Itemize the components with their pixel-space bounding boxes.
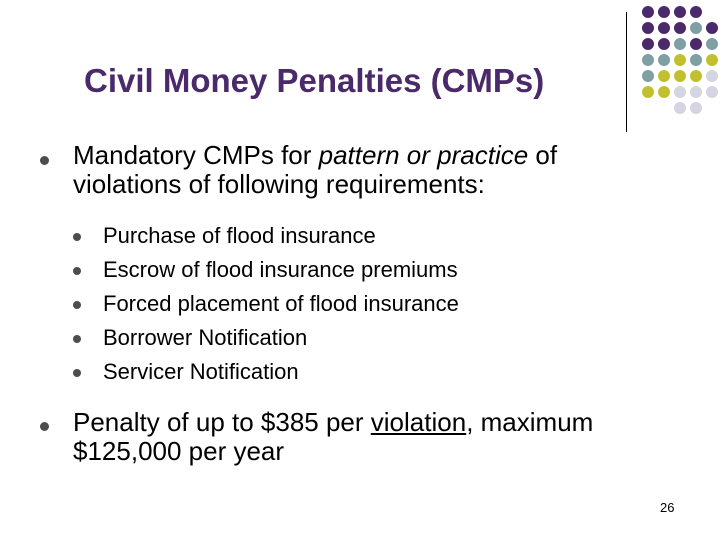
decor-dot	[658, 70, 670, 82]
decor-dot	[706, 22, 718, 34]
decor-dot	[706, 70, 718, 82]
decor-dot	[642, 38, 654, 50]
bullet1-emphasis: pattern or practice	[318, 140, 529, 170]
decor-dot	[658, 6, 670, 18]
decor-dot	[674, 38, 686, 50]
decor-dot	[642, 6, 654, 18]
bullet1-suffix: of	[528, 140, 558, 170]
bullet-dot-icon	[40, 156, 49, 165]
sub-bullet-item: Purchase of flood insurance	[103, 223, 376, 248]
decor-dot	[690, 6, 702, 18]
sub-bullet-dot-icon	[73, 233, 81, 241]
decor-dot	[658, 22, 670, 34]
sub-bullet-dot-icon	[73, 369, 81, 377]
decor-dot	[690, 70, 702, 82]
bullet2-line2: $125,000 per year	[73, 436, 285, 466]
bullet2-suffix: , maximum	[466, 407, 594, 437]
decor-dot	[658, 38, 670, 50]
decor-dot	[690, 102, 702, 114]
bullet2-prefix: Penalty of up to $385 per	[73, 407, 371, 437]
sub-bullet-item: Borrower Notification	[103, 325, 308, 350]
sub-bullet-item: Escrow of flood insurance premiums	[103, 257, 458, 282]
bullet1-prefix: Mandatory CMPs for	[73, 140, 319, 170]
decor-dot	[642, 22, 654, 34]
decor-dot	[674, 22, 686, 34]
decor-dot	[674, 102, 686, 114]
decor-dot	[690, 22, 702, 34]
decor-dot	[674, 70, 686, 82]
decor-dot	[642, 70, 654, 82]
bullet-mandatory-cmps	[73, 141, 557, 199]
bullet-penalty	[73, 408, 593, 466]
bullet2-underlined: violation	[370, 407, 467, 437]
decor-dot	[690, 54, 702, 66]
decor-dot	[658, 54, 670, 66]
bullet-dot-icon	[40, 422, 49, 431]
decor-dot	[642, 54, 654, 66]
decor-dot	[674, 54, 686, 66]
decor-dot	[658, 86, 670, 98]
decor-dot	[706, 38, 718, 50]
decor-dot	[690, 86, 702, 98]
decor-dot	[642, 86, 654, 98]
bullet1-line2: violations of following requirements:	[73, 169, 485, 199]
slide-number: 26	[660, 500, 675, 515]
sub-bullet-dot-icon	[73, 267, 81, 275]
divider-line	[626, 12, 627, 132]
decor-dot	[706, 86, 718, 98]
sub-bullet-dot-icon	[73, 335, 81, 343]
decorative-dot-grid	[638, 6, 720, 126]
decor-dot	[690, 38, 702, 50]
sub-bullet-dot-icon	[73, 301, 81, 309]
sub-bullet-item: Forced placement of flood insurance	[103, 291, 459, 316]
slide-title: Civil Money Penalties (CMPs)	[84, 62, 545, 99]
decor-dot	[674, 6, 686, 18]
sub-bullet-item: Servicer Notification	[103, 359, 299, 384]
decor-dot	[674, 86, 686, 98]
decor-dot	[706, 54, 718, 66]
